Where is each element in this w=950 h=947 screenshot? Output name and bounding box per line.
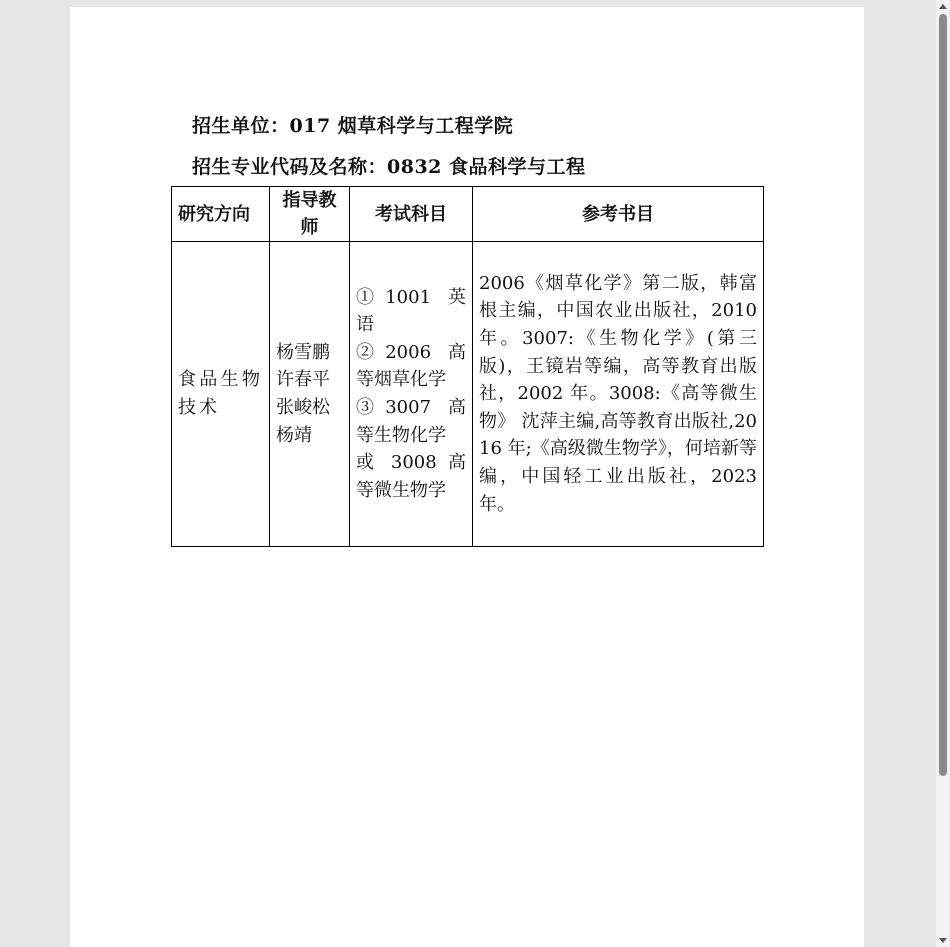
table-row bbox=[172, 242, 764, 547]
exam-subjects-cell bbox=[350, 242, 473, 547]
scroll-down-arrow-icon[interactable] bbox=[939, 938, 947, 943]
exam-subject-line: ③3007 高 bbox=[356, 397, 466, 418]
supervisors-cell bbox=[270, 242, 350, 547]
exam-subject-line: 等微生物学 bbox=[356, 479, 446, 501]
header-supervisor: 指导教师 bbox=[270, 187, 350, 242]
supervisor-name: 许春平 bbox=[276, 369, 330, 391]
scroll-up-arrow-icon[interactable] bbox=[939, 4, 947, 9]
exam-subject-line: ①1001 英 bbox=[356, 286, 466, 308]
major-code-heading: 招生专业代码及名称：0832 食品科学与工程 bbox=[192, 156, 586, 178]
exam-subject-line: 等烟草化学 bbox=[356, 369, 446, 391]
header-exam-subjects: 考试科目 bbox=[350, 187, 473, 242]
supervisor-name: 杨雪鹏 bbox=[276, 341, 330, 363]
exam-subject-line: 语 bbox=[356, 314, 374, 336]
program-table bbox=[171, 186, 764, 547]
research-direction-cell: 食品生物技术 bbox=[172, 242, 270, 547]
exam-subject-line: 或 3008 高 bbox=[356, 452, 466, 474]
reference-books-cell: 2006《烟草化学》第二版，韩富根主编，中国农业出版社，2010 年。3007:《生物化学》(第三版)，王镜岩等编，高等教育出版社，2002 年。3008:《高等微生物》 沈萍主编,高等教育出版社,2016 年;《高级微生物学》，何培新等编，中国轻工业出版社，2023 年。 bbox=[473, 242, 764, 547]
exam-subject-line: 等生物化学 bbox=[356, 424, 446, 446]
header-research-direction: 研究方向 bbox=[172, 187, 270, 242]
table-header-row bbox=[172, 187, 764, 242]
document-page bbox=[70, 7, 864, 947]
supervisor-name: 张峻松 bbox=[276, 397, 330, 418]
vertical-scrollbar[interactable] bbox=[936, 0, 950, 947]
scrollbar-thumb[interactable] bbox=[939, 14, 947, 776]
admission-unit-heading: 招生单位：017 烟草科学与工程学院 bbox=[192, 115, 514, 137]
exam-subject-line: ②2006 高 bbox=[356, 341, 466, 363]
header-reference-books: 参考书目 bbox=[473, 187, 764, 242]
supervisor-name: 杨靖 bbox=[276, 424, 312, 446]
